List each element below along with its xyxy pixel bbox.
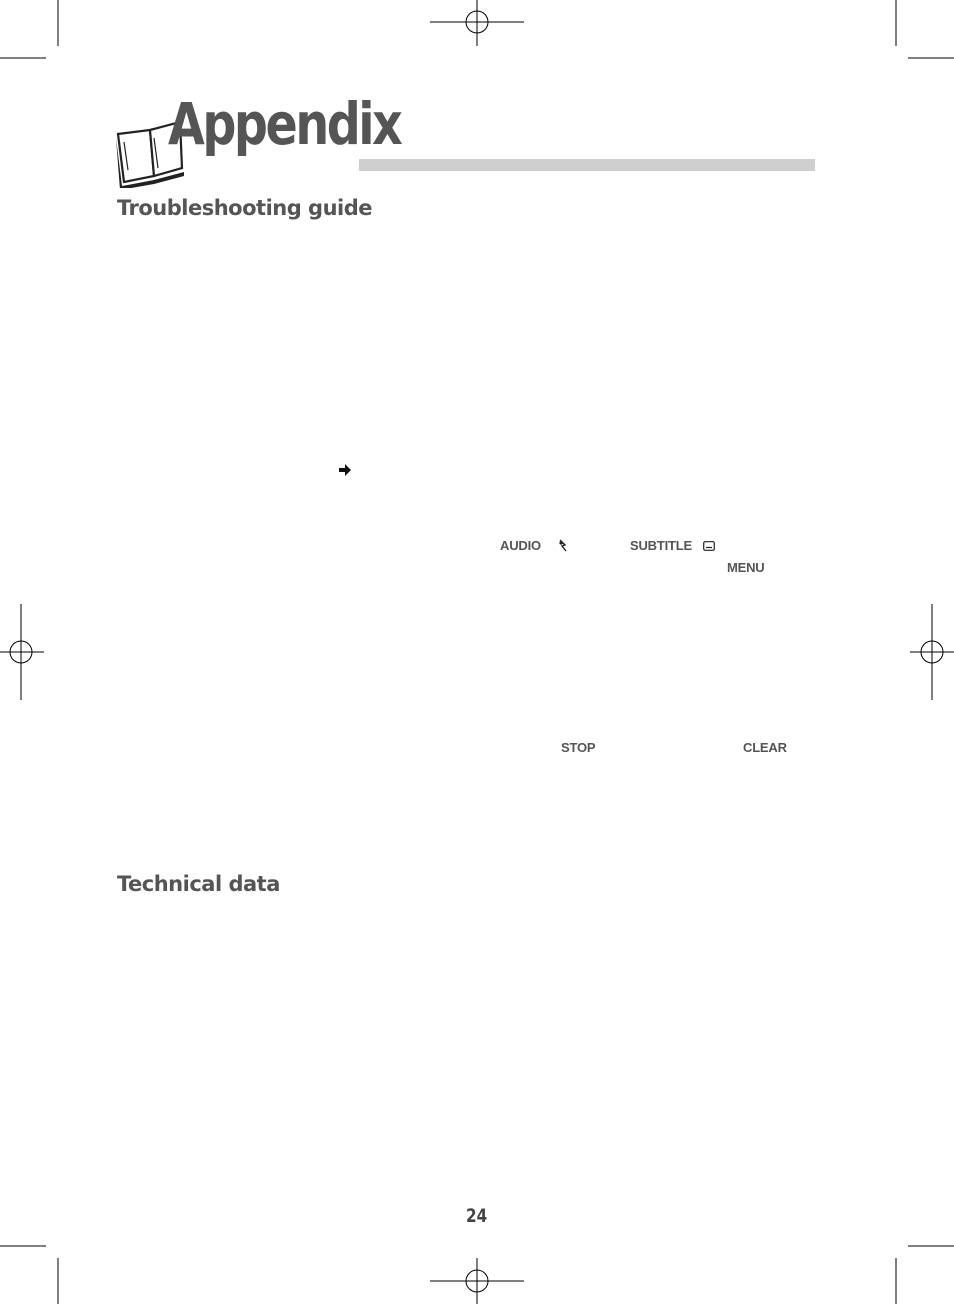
page-number: 24 — [466, 1205, 488, 1227]
menu-key-label: MENU — [727, 560, 765, 575]
crop-mark-bottom-left — [0, 1244, 60, 1304]
registration-mark-right — [908, 604, 954, 700]
technical-data-heading: Technical data — [117, 872, 280, 896]
subtitle-icon — [703, 541, 715, 551]
stop-key-label: STOP — [561, 740, 596, 755]
clear-key-label: CLEAR — [743, 740, 787, 755]
registration-mark-bottom — [430, 1258, 524, 1304]
arrow-right-icon — [339, 464, 352, 476]
crop-mark-top-right — [894, 0, 954, 60]
crop-mark-top-left — [0, 0, 60, 60]
registration-mark-left — [0, 604, 46, 700]
audio-icon — [558, 539, 569, 552]
registration-mark-top — [430, 0, 524, 46]
crop-mark-bottom-right — [894, 1244, 954, 1304]
appendix-header — [114, 90, 816, 190]
audio-key-label: AUDIO — [500, 538, 541, 553]
troubleshooting-heading: Troubleshooting guide — [117, 196, 373, 220]
subtitle-key-label: SUBTITLE — [630, 538, 692, 553]
appendix-title: Appendix — [168, 90, 401, 158]
header-bar — [359, 159, 815, 171]
